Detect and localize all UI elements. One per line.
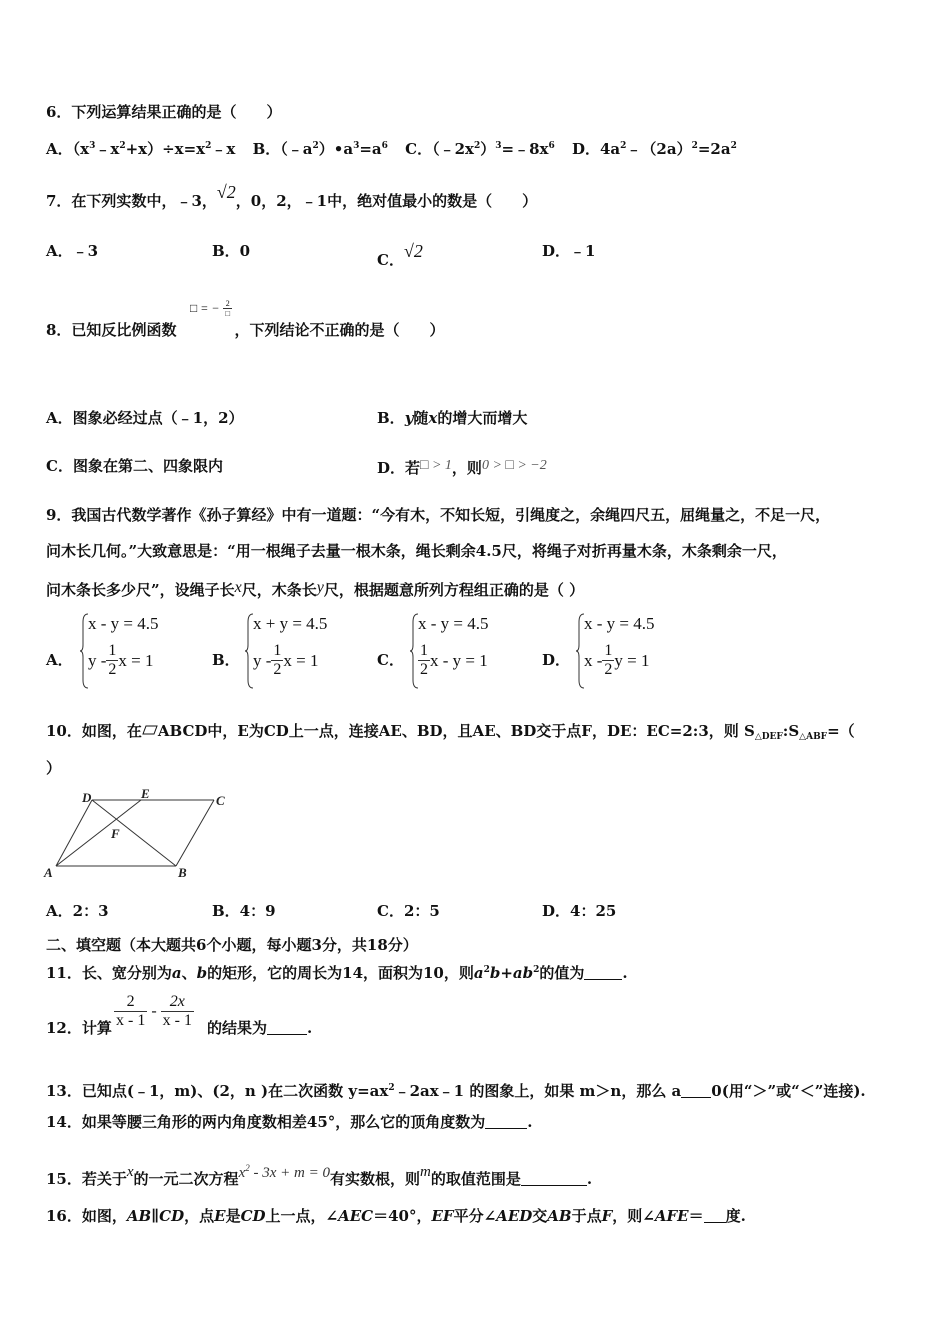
q9-label-b: B． bbox=[212, 651, 240, 669]
sqrt2-expr: √2 bbox=[403, 241, 423, 261]
q14: 14．如果等腰三角形的两内角度数相差45°，那么它的顶角度数为 . bbox=[46, 1113, 533, 1131]
label-d: D bbox=[82, 790, 92, 805]
edge-ad bbox=[56, 800, 92, 866]
q10-figure bbox=[40, 786, 240, 882]
q12-expression: $\frac{2}{x - 1}$ - $\frac{2x}{x - 1}$ bbox=[116, 993, 192, 1029]
q10-stem: 10．如图，在 ABCD中，E为CD上一点，连接AE、BD，且AE、BD交于点F，DE：EC=2:3，则 $S_{\triangle DEF}:S_{\triangle ABF}=$（ bbox=[46, 722, 855, 742]
parallelogram-icon bbox=[142, 725, 158, 735]
q10-option-b: B．4：9 bbox=[212, 902, 276, 920]
segment-ae bbox=[56, 800, 141, 866]
q6-options: A．$(x^3﹣x^2+x)\div x=x^2﹣x$ B．$(﹣a^2)•a^3=a^6$ C．$(﹣2x^2)^3=﹣8x^6$ D．$4a^2﹣(2a)^2=2a^2$ bbox=[46, 140, 737, 158]
q9-label-d: D． bbox=[542, 651, 571, 669]
q12: 12．计算 bbox=[46, 1019, 112, 1037]
q10-option-a: A．2：3 bbox=[46, 902, 109, 920]
q9-line2: 问木长几何。”大致意思是：“用一根绳子去量一根木条，绳长剩余4.5尺，将绳子对折再量木条，木条剩余一尺， bbox=[46, 542, 787, 560]
q7-option-a: A．﹣3 bbox=[46, 242, 99, 260]
q16-answer-blank[interactable] bbox=[704, 1208, 726, 1223]
label-f: F bbox=[111, 826, 120, 841]
q12-tail: 的结果为 . bbox=[207, 1019, 313, 1037]
q12-answer-blank[interactable] bbox=[267, 1020, 307, 1035]
q15-answer-blank[interactable] bbox=[521, 1171, 587, 1186]
q6-stem: 6．下列运算结果正确的是（ ） bbox=[46, 103, 282, 121]
q10-option-c: C．2：5 bbox=[377, 902, 440, 920]
q10-close-paren: ） bbox=[46, 759, 62, 777]
q7-stem: 7．在下列实数中，﹣3，√2，0，2，﹣1中，绝对值最小的数是（ ） bbox=[46, 182, 538, 210]
q13: 13．已知点(﹣1，m)、(2，n )在二次函数 $y=ax^2﹣2ax﹣1$ 的图象上，如果 m＞n，那么 a 0(用“＞”或“＜”连接). bbox=[46, 1082, 866, 1100]
q16: 16．如图，AB∥CD，点E是CD上一点，∠AEC＝40°，EF平分∠AED交AB于点F，则∠AFE＝ 度. bbox=[46, 1207, 746, 1225]
label-c: C bbox=[216, 793, 225, 808]
q7-option-c: C．√2 bbox=[377, 241, 423, 269]
edge-cb bbox=[176, 800, 214, 866]
q7-option-b: B．0 bbox=[212, 242, 251, 260]
q11: 11．长、宽分别为a、b的矩形，它的周长为14，面积为10，则$a^2b+ab^2$的值为 . bbox=[46, 964, 628, 982]
q9-system-a: x - y = 4.5 y - $\frac{1}{2}$ x = 1 bbox=[80, 612, 200, 692]
q8-option-d: D．若□ > 1，则0 > □ > −2 bbox=[377, 458, 547, 477]
section-2-heading: 二、填空题（本大题共6个小题，每小题3分，共18分） bbox=[46, 936, 418, 954]
q8-option-a: A．图象必经过点（﹣1，2） bbox=[46, 409, 244, 427]
q9-label-c: C． bbox=[377, 651, 404, 669]
q8-stem: 8．已知反比例函数 ，下列结论不正确的是（ ） bbox=[46, 321, 445, 339]
q9-system-d: x - y = 4.5 x - $\frac{1}{2}$ y = 1 bbox=[576, 612, 696, 692]
q11-answer-blank[interactable] bbox=[584, 965, 622, 980]
label-b: B bbox=[178, 865, 187, 880]
label-a: A bbox=[44, 865, 53, 880]
q9-line3: 问木条长多少尺”，设绳子长x尺，木条长y尺，根据题意所列方程组正确的是（ ） bbox=[46, 579, 585, 599]
q9-line1: 9．我国古代数学著作《孙子算经》中有一道题：“今有木，不知长短，引绳度之，余绳四尺五，屈绳量之，不足一尺， bbox=[46, 506, 831, 524]
sqrt2-expr: √2 bbox=[216, 182, 236, 202]
q9-system-c: x - y = 4.5 $\frac{1}{2}$ x - y = 1 bbox=[410, 612, 530, 692]
q9-system-b: x + y = 4.5 y - $\frac{1}{2}$ x = 1 bbox=[245, 612, 365, 692]
q8-option-c: C．图象在第二、四象限内 bbox=[46, 457, 223, 475]
segment-bd bbox=[92, 800, 176, 866]
q8-option-b: B．y随x的增大而增大 bbox=[377, 409, 528, 427]
q14-answer-blank[interactable] bbox=[485, 1114, 527, 1129]
q9-label-a: A． bbox=[46, 651, 73, 669]
q15: 15．若关于x的一元二次方程$x^2 - 3x + m = 0$有实数根，则m的取值范围是 . bbox=[46, 1163, 593, 1188]
q8-function: □ = − $\frac{2}{□}$ bbox=[190, 299, 231, 318]
q13-answer-blank[interactable] bbox=[681, 1083, 711, 1098]
label-e: E bbox=[141, 786, 150, 801]
q10-option-d: D．4：25 bbox=[542, 902, 617, 920]
q7-option-d: D．﹣1 bbox=[542, 242, 596, 260]
